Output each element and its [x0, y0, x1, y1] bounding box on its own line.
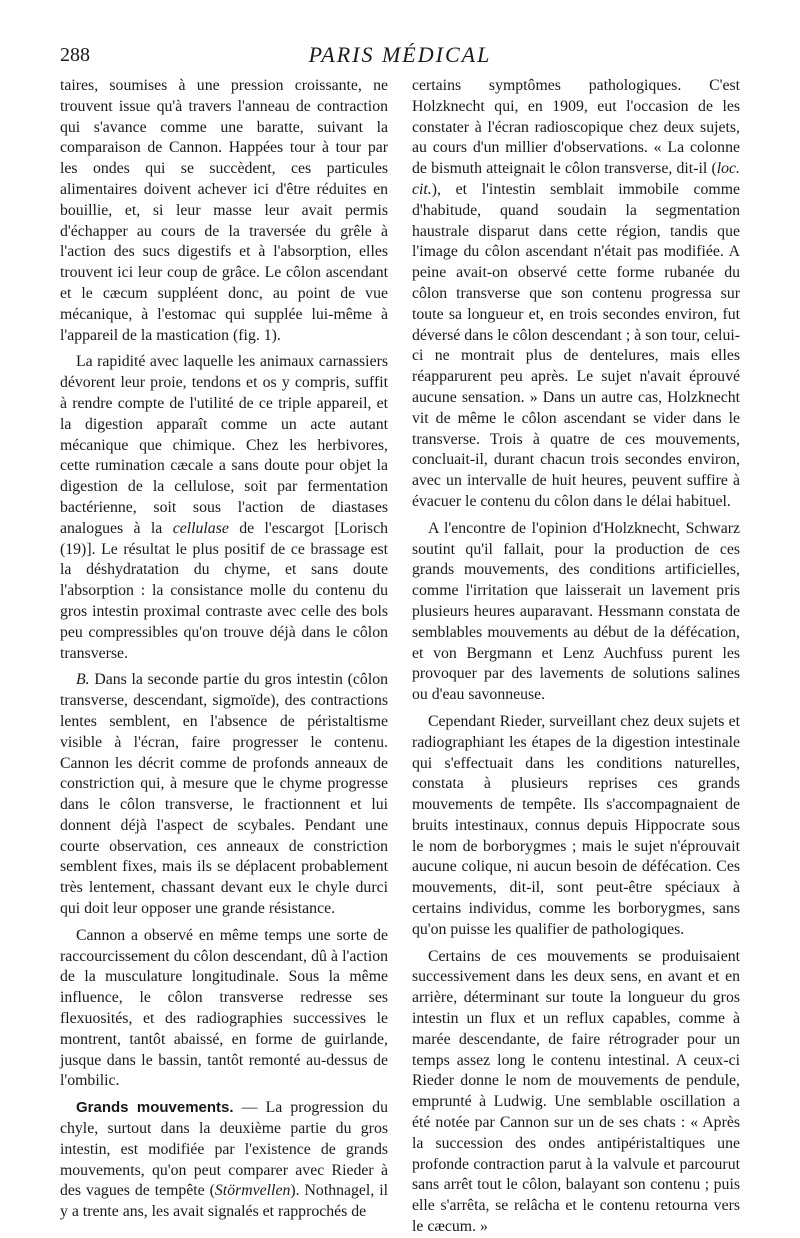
page-header	[60, 36, 740, 76]
text-run: ), et l'intestin semblait immobile comme d'habitude, quand soudain la segmentation haustrale disparut dans cette région, tandis que l'image du côlon ascendant n'était pas modifiée. A peine avait-on observé cette forme rubanée du côlon transverse que son contenu progressa sur toute sa longueur et, en trois secondes environ, fut déversé dans le côlon descendant ; à son tour, celui-ci ne montrait plus de dentelures, mais elles réapparurent peu après. Le sujet n'avait éprouvé aucune sensation. » Dans un autre cas, Holzknecht vit de même le côlon ascendant se vider dans le transverse. Trois à quatre de ces mouvements, concluait-il, durant chacun trois secondes environ, avec un intervalle de huit heures, peuvent suffire à évacuer le contenu du côlon dans le délai habituel.	[412, 180, 740, 510]
text-run: certains symptômes pathologiques. C'est Holzknecht qui, en 1909, eut l'occasion de les constater à l'écran radioscopique chez deux sujets, au cours d'un millier d'observations. « La colonne de bismuth atteignait le côlon transverse, dit-il (	[412, 77, 740, 178]
paragraph: Certains de ces mouvements se produisaient successivement dans les deux sens, en avant et en arrière, déterminant sur toute la longueur du gros intestin un flux et un reflux capables, comme à marée descendante, de faire rétrograder pour un temps assez long le contenu intestinal. A ceux-ci Rieder donne le nom de mouvements de pendule, emprunté à Ludwig. Une semblable oscillation a été notée par Cannon sur un de ses chats : « Après la succession des ondes antipéristaltiques une profonde contraction parut à la valvule et parcourut sans arrêt tout le côlon, balayant son contenu ; puis elle s'arrêta, se relâcha et le contenu retourna vers le cæcum. »	[412, 947, 740, 1236]
paragraph: A l'encontre de l'opinion d'Holzknecht, Schwarz soutint qu'il fallait, pour la production de ces grands mouvements, des conditions artificielles, comme l'irritation que laisserait un lavement pris plusieurs heures auparavant. Hessmann constata de semblables mouvements au début de la défécation, et von Bergmann et Lenz Auchfuss purent les provoquer par des lavements de solutions salines ou d'eau savonneuse.	[412, 519, 740, 704]
left-column	[60, 76, 389, 1221]
text-run: La rapidité avec laquelle les animaux carnassiers dévorent leur proie, tendons et os y compris, suffit à rendre compte de l'utilité de ce triple appareil, et la digestion apparaît comme un acte autant mécanique que chimique. Chez les herbivores, cette rumination cæcale a sans doute pour objet la digestion de la cellulose, soit par fermentation bactérienne, soit sous l'action de diastases analogues à la	[60, 353, 388, 537]
section-heading: Grands mouvements.	[76, 1099, 234, 1117]
text-columns	[60, 76, 740, 1236]
italic-term: Störmvellen	[214, 1182, 291, 1200]
italic-term: loc. cit.	[412, 160, 740, 198]
right-column	[412, 76, 740, 1236]
text-run: de l'escargot [Lorisch (19)]. Le résultat le plus positif de ce brassage est la déshydratation du chyme, et sans doute l'absorption : la consistance molle du contenu du gros intestin proximal contraste avec celle des bols peu compressibles qu'on trouve déjà dans le côlon transverse.	[60, 519, 388, 662]
text-run: ). Nothnagel, il y a trente ans, les avait signalés et rapprochés de	[60, 1182, 389, 1221]
journal-title: PARIS MÉDICAL	[308, 42, 492, 67]
paragraph	[60, 1098, 388, 1223]
paragraph	[412, 76, 740, 513]
paragraph	[60, 352, 388, 664]
paragraph	[60, 670, 388, 920]
section-letter: B.	[76, 671, 90, 689]
paragraph: Cependant Rieder, surveillant chez deux sujets et radiographiant les étapes de la digestion intestinale qui s'effectuait dans les conditions naturelles, constata à plusieurs reprises ces grands mouvements de tempête. Ils s'accompagnaient de bruits intestinaux, connus depuis Hippocrate sous le nom de borborygmes ; mais le sujet n'éprouvait aucune colique, ni aucun besoin de défécation. Ces mouvements, dit-il, sont peut-être spéciaux à certains individus, comme les borborygmes, sans qu'on puisse les qualifier de pathologiques.	[412, 712, 740, 938]
italic-term: cellulase	[172, 519, 229, 537]
paragraph: Cannon a observé en même temps une sorte de raccourcissement du côlon descendant, dû à l'action de la musculature longitudinale. Sous la même influence, le côlon transverse redresse ses flexuosités, et des radiographies successives le montrent, tantôt abaissé, en forme de guirlande, jusque dans le bassin, tantôt remonté au-dessus de l'ombilic.	[60, 926, 388, 1090]
page-number: 288	[60, 44, 90, 66]
paragraph: taires, soumises à une pression croissante, ne trouvent issue qu'à travers l'anneau de contraction qui s'avance comme une baratte, suivant la comparaison de Cannon. Happées tour à tour par les ondes qui se succèdent, ces particules alimentaires doivent achever ici d'être réduites en bouillie, et, si leur masse leur avait permis d'échapper au cours de la traversée du grêle à l'action des sucs digestifs et à l'absorption, elles trouvent ici leur coup de grâce. Le côlon ascendant et le cæcum suppléent donc, au point de vue mécanique, à l'estomac qui supplée lui-même à l'appareil de la mastication (fig. 1).	[60, 77, 388, 344]
text-run: — La progression du chyle, surtout dans la deuxième partie du gros intestin, est modifiée par l'existence de grands mouvements, qu'on peut comparer avec Rieder à des vagues de tempête (	[60, 1099, 388, 1200]
text-run: Dans la seconde partie du gros intestin (côlon transverse, descendant, sigmoïde), des contractions lentes semblent, en l'absence de péristaltisme visible à l'écran, faire progresser le contenu. Cannon les décrit comme de profonds anneaux de constriction qui, à mesure que le chyme progresse dans le côlon transverse, le fractionnent et lui donnent déjà l'aspect de scybales. Pendant une courte observation, ces anneaux de constriction semblent fixes, mais ils se déplacent probablement très lentement, chassant devant eux le chyle durci qui doit leur opposer une grande résistance.	[60, 671, 389, 918]
